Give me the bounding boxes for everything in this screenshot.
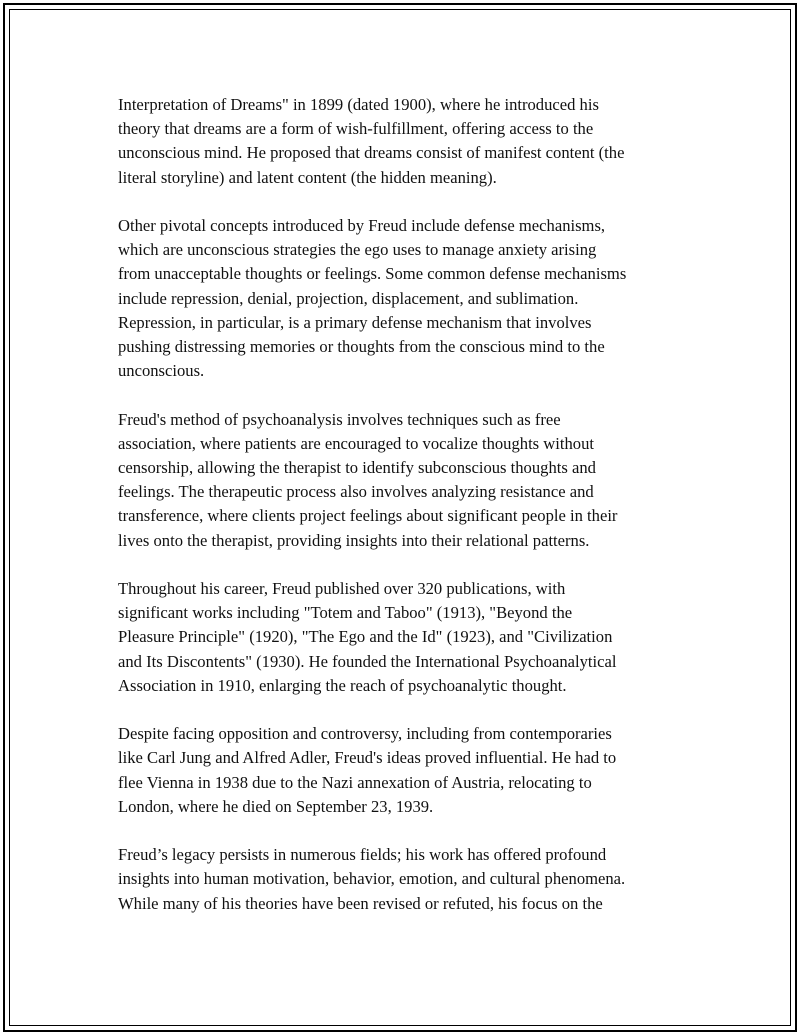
text-line: Throughout his career, Freud published over 320 publications, with (118, 579, 566, 599)
text-line: lives onto the therapist, providing insights into their relational patterns. (118, 530, 590, 550)
text-line: like Carl Jung and Alfred Adler, Freud's ideas proved influential. He had to (118, 748, 617, 768)
text-line: which are unconscious strategies the ego uses to manage anxiety arising (118, 240, 597, 260)
text-line: theory that dreams are a form of wish-fulfillment, offering access to the (118, 119, 594, 139)
text-line: censorship, allowing the therapist to identify subconscious thoughts and (118, 458, 596, 478)
text-line: unconscious. (118, 361, 205, 381)
text-line: Freud’s legacy persists in numerous fields; his work has offered profound (118, 845, 607, 865)
text-line: Interpretation of Dreams" in 1899 (dated 1900), where he introduced his (118, 95, 599, 114)
text-line: literal storyline) and latent content (the hidden meaning). (118, 167, 497, 187)
text-line: significant works including "Totem and Taboo" (1913), "Beyond the (118, 603, 573, 623)
paragraph-dream-interpretation (118, 93, 698, 190)
text-line: Freud's method of psychoanalysis involves techniques such as free (118, 409, 561, 429)
paragraph-defense-mechanisms (118, 214, 698, 383)
text-line: insights into human motivation, behavior, emotion, and cultural phenomena. (118, 869, 626, 889)
text-line: Pleasure Principle" (1920), "The Ego and the Id" (1923), and "Civilization (118, 627, 613, 647)
text-line: Despite facing opposition and controversy, including from contemporaries (118, 724, 612, 744)
text-line: and Its Discontents" (1930). He founded the International Psychoanalytical (118, 651, 617, 671)
text-line: While many of his theories have been revised or refuted, his focus on the (118, 893, 603, 913)
text-line: Repression, in particular, is a primary defense mechanism that involves (118, 312, 592, 332)
text-line: London, where he died on September 23, 1939. (118, 796, 434, 816)
paragraph-legacy (118, 843, 698, 916)
text-line: unconscious mind. He proposed that dreams consist of manifest content (the (118, 143, 625, 163)
paragraph-publications (118, 577, 698, 698)
text-line: Other pivotal concepts introduced by Freud include defense mechanisms, (118, 216, 606, 235)
text-line: flee Vienna in 1938 due to the Nazi annexation of Austria, relocating to (118, 772, 592, 792)
document-body (118, 93, 698, 940)
paragraph-opposition (118, 722, 698, 819)
paragraph-psychoanalysis-method (118, 408, 698, 553)
text-line: feelings. The therapeutic process also involves analyzing resistance and (118, 482, 594, 502)
text-line: pushing distressing memories or thoughts from the conscious mind to the (118, 337, 605, 357)
text-line: association, where patients are encouraged to vocalize thoughts without (118, 433, 594, 453)
text-line: Association in 1910, enlarging the reach of psychoanalytic thought. (118, 675, 567, 695)
text-line: include repression, denial, projection, displacement, and sublimation. (118, 288, 579, 308)
text-line: from unacceptable thoughts or feelings. Some common defense mechanisms (118, 264, 627, 284)
text-line: transference, where clients project feelings about significant people in their (118, 506, 618, 526)
